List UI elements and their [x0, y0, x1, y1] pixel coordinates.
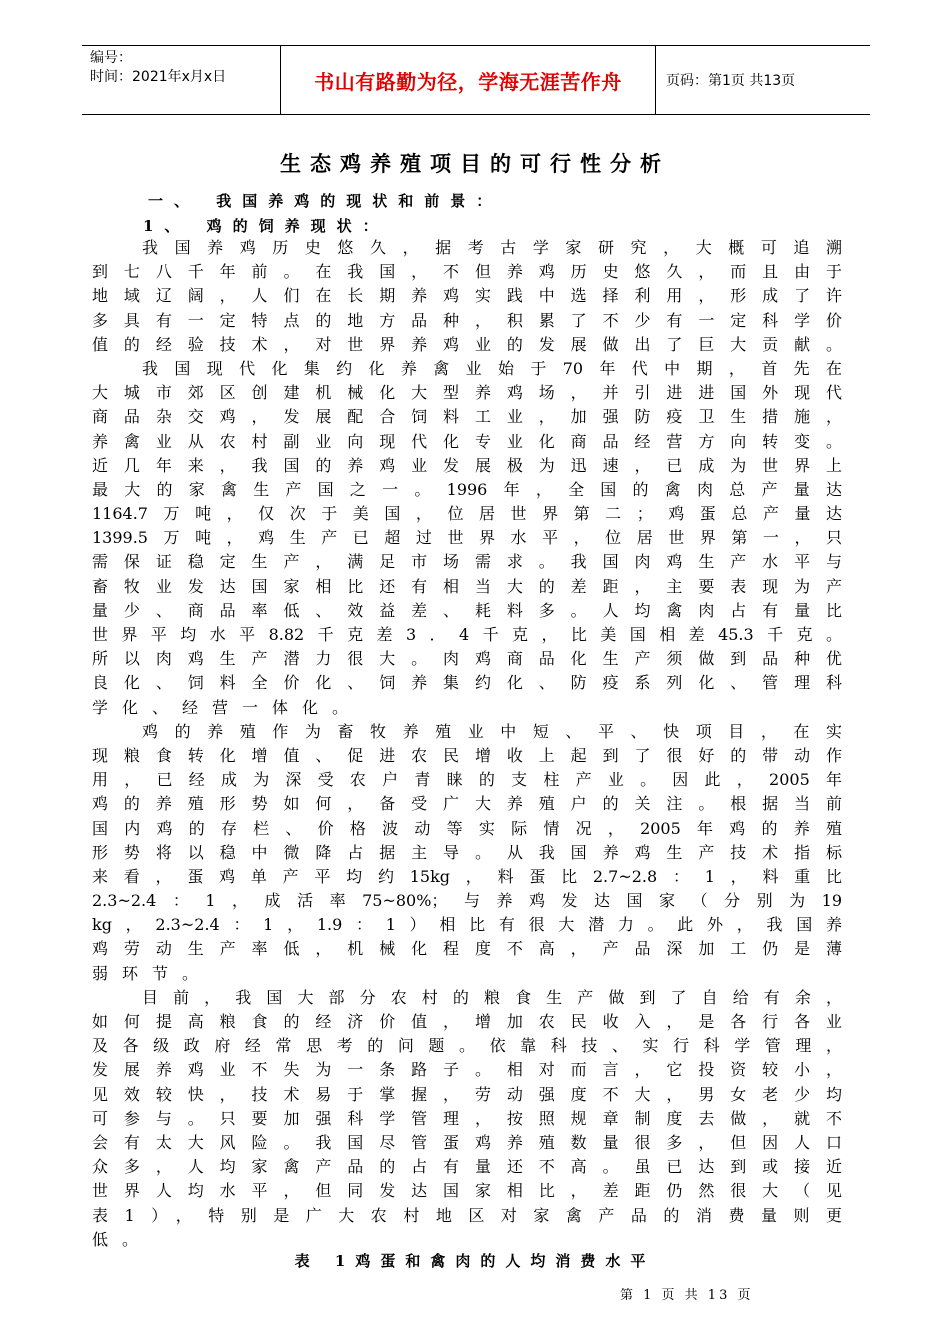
text-line: 用，已经成为深受农户青睐的支柱产业。因此，2005年: [92, 770, 842, 790]
text-line: 国内鸡的存栏、价格波动等实际情况，2005年鸡的养殖: [92, 818, 842, 838]
text-line: 形势将以稳中微降占据主导。从我国养鸡生产技术指标: [92, 842, 842, 862]
text-line: 世界平均水平8.82千克差3．4千克，比美国相差45.3千克。: [92, 625, 842, 644]
header-page-info-cell: [656, 46, 870, 114]
text-line: 我国现代化集约化养禽业始于70年代中期，首先在: [142, 358, 842, 378]
table-caption: 表 1鸡蛋和禽肉的人均消费水平: [294, 1252, 656, 1270]
page-footer: 第 1 页 共 13 页: [620, 1288, 754, 1303]
header-page-info: 页码：第1页 共13页: [666, 73, 796, 89]
text-line: 到七八千年前。在我国，不但养鸡历史悠久，而且由于: [92, 262, 842, 282]
header-meta: [82, 46, 281, 114]
text-line: 来看，蛋鸡单产平均约15kg，料蛋比2.7~2.8：1，料重比: [92, 866, 842, 886]
text-line: 1164.7万吨，仅次于美国，位居世界第二；鸡蛋总产量达: [92, 504, 842, 524]
text-line: 多具有一定特点的地方品种，积累了不少有一定科学价: [92, 310, 842, 330]
section-heading: 一、 我国养鸡的现状和前景：: [148, 192, 503, 210]
text-line: 如何提高粮食的经济价值，增加农民收入，是各行各业: [92, 1012, 842, 1031]
text-line: 量少、商品率低、效益差、耗料多。人均禽肉占有量比: [92, 600, 842, 620]
text-line: kg，2.3~2.4：1，1.9：1）相比有很大潜力。此外，我国养: [92, 915, 842, 935]
text-line: 值的经验技术，对世界养鸡业的发展做出了巨大贡献。: [92, 334, 842, 354]
text-line: 会有太大风险。我国尽管蛋鸡养殖数量很多，但因人口: [92, 1132, 842, 1152]
text-line: 我国养鸡历史悠久，据考古学家研究，大概可追溯: [142, 238, 842, 257]
text-line: 良化、饲料全价化、饲养集约化、防疫系列化、管理科: [92, 673, 842, 693]
text-line: 2.3~2.4：1，成活率75~80%；与养鸡发达国家（分别为19: [92, 891, 842, 911]
document-title: 生态鸡养殖项目的可行性分析: [280, 152, 670, 176]
text-line: 商品杂交鸡，发展配合饲料工业，加强防疫卫生措施，: [92, 407, 842, 427]
text-line: 鸡的养殖作为畜牧养殖业中短、平、快项目，在实: [142, 721, 842, 741]
text-line: 地域辽阔，人们在长期养鸡实践中选择利用，形成了许: [92, 286, 842, 306]
header-motto-cell: [281, 46, 656, 114]
header-motto: 书山有路勤为径，学海无涯苦作舟: [314, 69, 622, 94]
text-line: 世界人均水平，但同发达国家相比，差距仍然很大（见: [92, 1181, 842, 1201]
document-time-label: 时间：2021年x月x日: [90, 69, 227, 85]
text-line: 低。: [92, 1229, 153, 1249]
text-line: 鸡的养殖形势如何，备受广大养殖户的关注。根据当前: [92, 794, 842, 814]
text-line: 畜牧业发达国家相比还有相当大的差距，主要表现为产: [92, 576, 842, 596]
text-line: 养禽业从农村副业向现代化专业化商品经营方向转变。: [92, 431, 842, 451]
text-line: 所以肉鸡生产潜力很大。肉鸡商品化生产须做到品种优: [92, 649, 842, 669]
text-line: 鸡劳动生产率低，机械化程度不高，产品深加工仍是薄: [92, 939, 842, 959]
text-line: 学化、经营一体化。: [92, 697, 363, 717]
text-line: 大城市郊区创建机械化大型养鸡场，并引进进国外现代: [92, 383, 842, 403]
text-line: 近几年来，我国的养鸡业发展极为迅速，已成为世界上: [92, 455, 842, 475]
document-header: [82, 45, 870, 115]
text-line: 最大的家禽生产国之一。1996年，全国的禽肉总产量达: [92, 479, 842, 499]
text-line: 见效较快，技术易于掌握，劳动强度不大，男女老少均: [92, 1084, 842, 1104]
text-line: 弱环节。: [92, 963, 213, 983]
text-line: 及各级政府经常思考的问题。依靠科技、实行科学管理，: [92, 1036, 842, 1056]
document-number-label: 编号：: [90, 50, 132, 66]
text-line: 需保证稳定生产，满足市场需求。我国肉鸡生产水平与: [92, 552, 842, 572]
text-line: 发展养鸡业不失为一条路子。相对而言，它投资较小，: [92, 1060, 842, 1080]
body-text: [92, 236, 842, 1252]
text-line: 表1），特别是广大农村地区对家禽产品的消费量则更: [92, 1205, 842, 1225]
text-line: 众多，人均家禽产品的占有量还不高。虽已达到或接近: [92, 1157, 842, 1177]
subsection-heading: 1、 鸡的饲养现状：: [143, 217, 389, 235]
text-line: 目前，我国大部分农村的粮食生产做到了自给有余，: [142, 987, 842, 1007]
text-line: 可参与。只要加强科学管理，按照规章制度去做，就不: [92, 1108, 842, 1128]
text-line: 现粮食转化增值、促进农民增收上起到了很好的带动作: [92, 745, 842, 765]
text-line: 1399.5万吨，鸡生产已超过世界水平，位居世界第一，只: [92, 528, 842, 548]
